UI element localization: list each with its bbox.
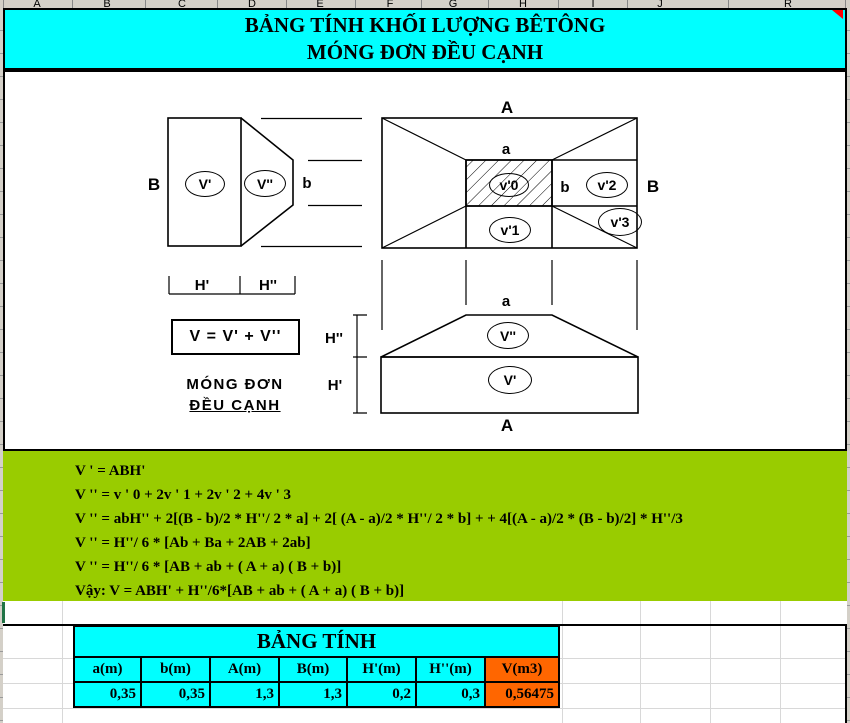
plan-dim-label-B: B — [646, 177, 660, 196]
value-cell-B[interactable]: 1,3 — [280, 683, 348, 706]
gridline — [62, 601, 63, 723]
header-cell-a[interactable]: a(m) — [75, 658, 142, 683]
dim-label-H-prime: H' — [194, 277, 210, 294]
diagram-area — [3, 70, 847, 451]
label-text: V'' — [500, 327, 516, 344]
header-cell-A[interactable]: A(m) — [211, 658, 280, 683]
plan-cell-label-v0 — [489, 173, 529, 197]
column-header-letter[interactable]: B — [103, 0, 111, 9]
dim-label-H-double-prime: H'' — [259, 277, 277, 294]
section-volume-label-v-prime — [488, 366, 532, 394]
formula-line-3: V '' = abH'' + 2[(B - b)/2 * H''/ 2 * a] + 2[ (A - a)/2 * H''/ 2 * b] + + 4[(A - a)/2 * (B - b)/2] * H''/3 — [75, 511, 683, 527]
plan-dim-label-a: a — [501, 141, 511, 158]
plan-cell-label-v3 — [598, 208, 642, 236]
column-header-letter[interactable]: I — [591, 0, 595, 9]
table-region-right-border — [845, 624, 847, 723]
value-cell-b[interactable]: 0,35 — [142, 683, 211, 706]
section-dim-label-A: A — [500, 416, 514, 435]
label-text: V'' — [257, 175, 273, 192]
formula-line-4: V '' = H''/ 6 * [Ab + Ba + 2AB + 2ab] — [75, 535, 311, 551]
foundation-diagram-svg — [3, 70, 847, 451]
volume-formula-box: V = V' + V'' — [171, 319, 300, 355]
column-header-letter[interactable]: G — [448, 0, 458, 9]
section-dim-label-a: a — [501, 293, 511, 310]
side-dim-label-B: B — [147, 175, 161, 194]
plan-cell-label-v1 — [489, 217, 531, 243]
value-cell-H2[interactable]: 0,3 — [417, 683, 486, 706]
label-text: v'0 — [499, 177, 519, 193]
section-volume-label-v-double-prime — [487, 322, 529, 349]
gridline — [562, 601, 563, 723]
section-dim-label-H-prime: H' — [327, 377, 343, 394]
column-header-letter[interactable]: J — [657, 0, 663, 9]
label-text: v'3 — [610, 214, 630, 230]
formula-line-1: V ' = ABH' — [75, 463, 146, 479]
header-cell-H1[interactable]: H'(m) — [348, 658, 417, 683]
comment-indicator-icon — [832, 10, 843, 19]
header-cell-b[interactable]: b(m) — [142, 658, 211, 683]
calc-table-value-row — [75, 683, 558, 706]
header-cell-V[interactable]: V(m3) — [486, 658, 558, 683]
formula-line-6: Vậy: V = ABH' + H''/6*[AB + ab + ( A + a) ( B + b)] — [75, 583, 405, 599]
side-volume-label-v-double-prime — [244, 170, 286, 197]
column-header-letter[interactable]: C — [178, 0, 186, 9]
calc-table — [73, 625, 560, 708]
value-cell-a[interactable]: 0,35 — [75, 683, 142, 706]
caption-line-1: MÓNG ĐƠN — [186, 376, 284, 393]
column-header-letter[interactable]: E — [316, 0, 324, 9]
label-text: v'1 — [500, 222, 520, 238]
value-cell-V[interactable]: 0,56475 — [486, 683, 558, 706]
gridline — [780, 601, 781, 723]
calc-table-header-row — [75, 658, 558, 683]
column-header-letter[interactable]: D — [248, 0, 256, 9]
caption-line-2: ĐỀU CẠNH — [189, 397, 281, 414]
formula-line-2: V '' = v ' 0 + 2v ' 1 + 2v ' 2 + 4v ' 3 — [75, 487, 292, 503]
plan-dim-label-b: b — [560, 179, 570, 196]
value-cell-A[interactable]: 1,3 — [211, 683, 280, 706]
gridline — [640, 601, 641, 723]
side-volume-label-v-prime — [185, 171, 225, 197]
column-header-letter[interactable]: F — [386, 0, 394, 9]
formula-line-5: V '' = H''/ 6 * [AB + ab + ( A + a) ( B + b)] — [75, 559, 342, 575]
header-cell-B[interactable]: B(m) — [280, 658, 348, 683]
column-header-letter[interactable]: A — [33, 0, 41, 9]
plan-dim-label-A: A — [500, 98, 514, 117]
side-dim-label-b: b — [302, 175, 312, 192]
formula-area — [3, 451, 847, 601]
header-cell-H2[interactable]: H''(m) — [417, 658, 486, 683]
column-header-letter[interactable]: R — [784, 0, 792, 9]
gridline — [710, 601, 711, 723]
label-text: V' — [503, 372, 517, 388]
label-text: V' — [198, 176, 212, 192]
page-title: BẢNG TÍNH KHỐI LƯỢNG BÊTÔNG — [244, 12, 606, 37]
plan-cell-label-v2 — [586, 172, 628, 198]
gridline — [3, 708, 847, 709]
calc-table-title: BẢNG TÍNH — [75, 627, 558, 658]
column-header-letter[interactable]: H — [519, 0, 527, 9]
selection-border-mark — [2, 602, 5, 623]
section-dim-label-H-double-prime: H'' — [325, 330, 343, 347]
title-block — [3, 8, 847, 70]
label-text: v'2 — [597, 177, 617, 193]
page-subtitle: MÓNG ĐƠN ĐỀU CẠNH — [306, 40, 544, 64]
value-cell-H1[interactable]: 0,2 — [348, 683, 417, 706]
